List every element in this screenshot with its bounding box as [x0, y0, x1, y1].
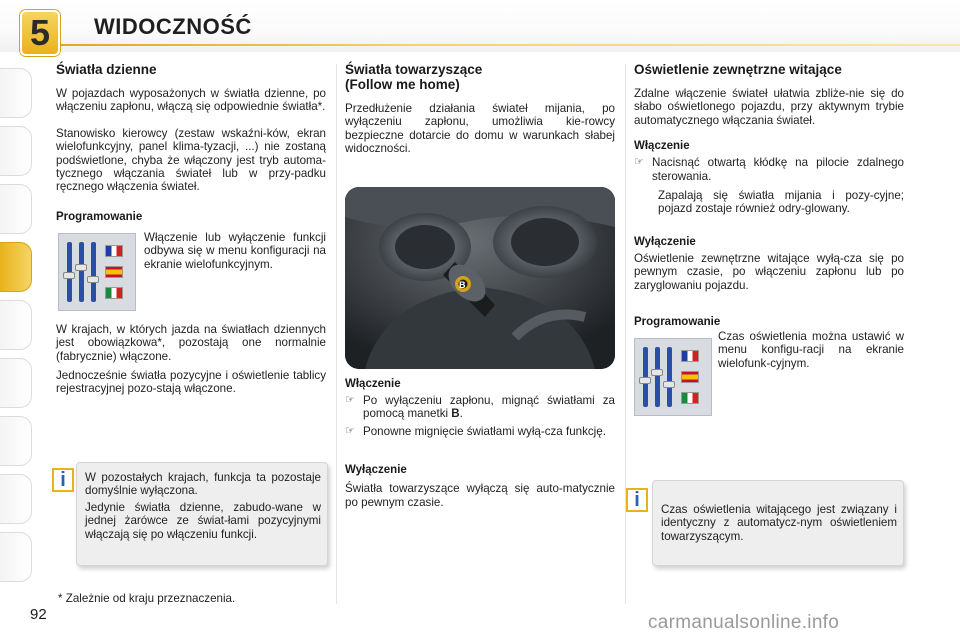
subsection-title: Wyłączenie — [345, 464, 407, 477]
paragraph: W pojazdach wyposażonych w światła dzienne, po włączeniu zapłonu, włączą się odpowiednie światła*. — [56, 87, 326, 114]
column-divider — [625, 64, 626, 604]
section-title: Światła towarzyszące — [345, 62, 483, 77]
pointing-hand-icon: ☞ — [345, 424, 355, 437]
side-tab-7[interactable] — [0, 416, 32, 466]
settings-menu-icon — [634, 338, 712, 416]
flag-es-icon — [105, 266, 123, 278]
paragraph: Czas oświetlenia można ustawić w menu konfigu-racji na ekranie wielofunk-cyjnym. — [718, 330, 904, 370]
footnote: * Zależnie od kraju przeznaczenia. — [58, 592, 236, 605]
flag-fr-icon — [681, 350, 699, 362]
info-box — [652, 480, 904, 566]
paragraph: Oświetlenie zewnętrzne witające wyłą-cza się po pewnym czasie, po włączeniu zapłonu lub po zaryglowaniu pojazdu. — [634, 251, 904, 292]
subsection-title: Programowanie — [634, 316, 721, 329]
side-tab-active[interactable] — [0, 242, 32, 292]
settings-menu-icon — [58, 233, 136, 311]
section-daytime-lights — [56, 62, 326, 396]
paragraph: Światła towarzyszące wyłączą się auto-matycznie po pewnym czasie. — [345, 482, 615, 509]
paragraph: Zdalne włączenie świateł ułatwia zbliże-nie się do słabo oświetlonego pojazdu, przy aktywnym trybie automatycznego włączania świateł. — [634, 87, 904, 127]
side-tab-1[interactable] — [0, 68, 32, 118]
side-tab-8[interactable] — [0, 474, 32, 524]
list-item: ☞ Nacisnąć otwartą kłódkę na pilocie zdalnego sterowania. — [634, 156, 904, 183]
paragraph: W krajach, w których jazda na światłach dziennych jest obowiązkowa*, pozostają one normalnie (fabrycznie) włączone. — [56, 322, 326, 363]
paragraph: Przedłużenie działania świateł mijania, po wyłączeniu zapłonu, umożliwia kie-rowcy bezpieczne dotarcie do domu w warunkach słabej widoczności. — [345, 102, 615, 156]
light-stalk-photo — [345, 187, 615, 369]
info-box — [76, 462, 328, 566]
paragraph: Zapalają się światła mijania i pozy-cyjne; pojazd zostaje również odry-glowany. — [658, 189, 904, 216]
column-divider — [336, 64, 337, 604]
paragraph: Stanowisko kierowcy (zestaw wskaźni-ków, ekran wielofunkcyjny, panel klima-tyzacji, ...) nie zostaną podświetlone, chyba że włączony jest tryb automa-tycznego włączania świateł lub w przy-padku ręcznego włączenia świateł. — [56, 126, 326, 194]
watermark: carmanualsonline.info — [648, 612, 840, 633]
flag-it-icon — [681, 392, 699, 404]
header-rule — [60, 44, 960, 46]
info-icon: i — [626, 488, 648, 512]
section-welcome-lighting — [634, 62, 904, 422]
page-number: 92 — [30, 606, 47, 623]
subsection-title: Włączenie — [634, 140, 690, 153]
side-tab-9[interactable] — [0, 532, 32, 582]
section-follow-me-home-switching — [345, 378, 615, 509]
paragraph: Jednocześnie światła pozycyjne i oświetlenie tablicy rejestracyjnej pozo-stają włączone. — [56, 369, 326, 396]
section-title: Oświetlenie zewnętrzne witające — [634, 62, 842, 77]
info-text: W pozostałych krajach, funkcja ta pozostaje domyślnie wyłączona. — [85, 471, 321, 498]
info-icon: i — [52, 468, 74, 492]
subsection-title: Włączenie — [345, 378, 401, 390]
chapter-title: WIDOCZNOŚĆ — [94, 14, 252, 39]
pointing-hand-icon: ☞ — [345, 394, 355, 406]
flag-es-icon — [681, 371, 699, 383]
side-tab-2[interactable] — [0, 126, 32, 176]
paragraph: Włączenie lub wyłączenie funkcji odbywa się w menu konfiguracji na ekranie wielofunkcyjnym. — [144, 230, 326, 271]
flag-it-icon — [105, 287, 123, 299]
section-subtitle: (Follow me home) — [345, 77, 460, 92]
side-tab-6[interactable] — [0, 358, 32, 408]
info-text: Czas oświetlenia witającego jest związany i identyczny z automatycz-nym oświetleniem towarzyszącym. — [661, 503, 897, 543]
section-follow-me-home — [345, 62, 615, 156]
chapter-badge: 5 — [20, 10, 60, 56]
section-title: Światła dzienne — [56, 62, 157, 77]
subsection-title: Programowanie — [56, 210, 143, 223]
list-item: ☞ Ponowne mignięcie światłami wyłą-cza funkcję. — [345, 424, 606, 438]
flag-fr-icon — [105, 245, 123, 257]
info-text: Jedynie światła dzienne, zabudo-wane w jednej żarówce ze świat-łami pozycyjnymi włączają się po włączeniu funkcji. — [85, 501, 321, 541]
subsection-title: Wyłączenie — [634, 235, 696, 248]
stalk-label-b: B — [459, 280, 466, 290]
side-tab-3[interactable] — [0, 184, 32, 234]
pointing-hand-icon: ☞ — [634, 156, 644, 169]
list-item: ☞ Po wyłączeniu zapłonu, mignąć światłami za pomocą manetki B. — [345, 394, 615, 421]
side-tab-5[interactable] — [0, 300, 32, 350]
